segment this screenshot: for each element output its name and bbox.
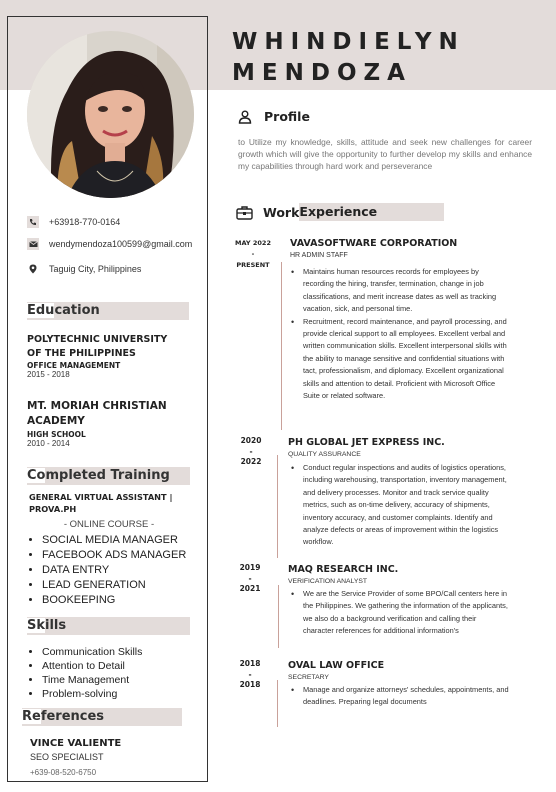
list-item: • Problem-solving: [42, 687, 142, 701]
job-company-3: MAQ RESEARCH INC.: [288, 564, 399, 575]
job-company-4: OVAL LAW OFFICE: [288, 660, 385, 671]
job-role-4: SECRETARY: [288, 674, 329, 681]
reference-phone: +639-08-520-6750: [30, 768, 97, 777]
user-icon: [238, 110, 252, 124]
references-heading: References: [22, 708, 182, 726]
phone-text: +63918-770-0164: [49, 217, 121, 227]
timeline-divider: [277, 455, 278, 558]
school-years: 2015 - 2018: [27, 370, 70, 379]
job-bullets-3: [289, 588, 509, 638]
school-years: 2010 - 2014: [27, 439, 70, 448]
training-heading: Completed Training: [27, 467, 190, 485]
first-name: WHINDIELYN: [232, 29, 465, 55]
job-role-1: HR ADMIN STAFF: [290, 252, 348, 259]
list-item: • Maintains human resources records for employees by recording the hiring, transfer, termination, change in job classifications, and merit increase dates as well as tracking vacation, sick, and personal time.: [289, 266, 509, 316]
education-item-1: [27, 333, 177, 379]
phone-icon: [27, 216, 39, 228]
contact-phone: [27, 216, 120, 228]
education-heading: Education: [27, 302, 189, 320]
profile-heading-text: Profile: [264, 109, 310, 124]
job-bullets-2: [289, 462, 509, 549]
job-role-2: QUALITY ASSURANCE: [288, 451, 361, 458]
program-name: HIGH SCHOOL: [27, 430, 86, 439]
list-item: • BOOKEEPING: [42, 593, 186, 608]
training-list: [42, 533, 186, 608]
email-icon: [27, 238, 39, 250]
profile-heading: [238, 109, 310, 124]
location-pin-icon: [27, 263, 39, 275]
job-role-3: VERIFICATION ANALYST: [288, 578, 368, 585]
timeline-divider: [277, 680, 278, 727]
list-item: • Conduct regular inspections and audits of logistics operations, including warehousing, transportation, inventory management, and delivery processes. Monitor and track service quality metrics, such as on-time delivery, accuracy of shipments, inventory accuracy, and customer complaints. Identify and analyze defects or areas of improvement within the logistics workflow.: [289, 462, 509, 549]
reference-role: SEO SPECIALIST: [30, 752, 104, 762]
list-item: • FACEBOOK ADS MANAGER: [42, 548, 186, 563]
list-item: • Attention to Detail: [42, 659, 142, 673]
work-heading: Work Experience: [236, 203, 444, 221]
list-item: • SOCIAL MEDIA MANAGER: [42, 533, 186, 548]
skills-heading: Skills: [27, 617, 190, 635]
job-date-2: 2020 - 2022: [240, 436, 262, 466]
contact-email: [27, 238, 192, 250]
full-name: [232, 27, 465, 89]
list-item: • Recruitment, record maintenance, and payroll processing, and provide clerical support to all employees. Excellent verbal and written communication skills. Excellent interpersonal skills with the ability to manage sensitive and confidential situations with tact, professionalism, and diplomacy. Excellent organizational skills and attention to detail. Proficient with Microsoft Office Suite or related software.: [289, 316, 509, 403]
timeline-divider: [278, 585, 279, 648]
list-item: • LEAD GENERATION: [42, 578, 186, 593]
job-company-2: PH GLOBAL JET EXPRESS INC.: [288, 437, 445, 448]
profile-photo: [27, 31, 194, 198]
list-item: • Communication Skills: [42, 645, 142, 659]
list-item: • DATA ENTRY: [42, 563, 186, 578]
skills-list: [42, 645, 142, 701]
job-bullets-4: [289, 684, 509, 709]
reference-name: VINCE VALIENTE: [30, 738, 122, 749]
last-name: MENDOZA: [232, 60, 412, 86]
list-item: • Manage and organize attorneys' schedules, appointments, and deadlines. Preparing legal documents: [289, 684, 509, 709]
job-date-1: MAY 2022 - PRESENT: [235, 239, 271, 269]
contact-location: [27, 263, 141, 275]
list-item: • We are the Service Provider of some BPO/Call centers here in the Philippines. We gathering the information of the applicants, we also do a background verification and calling their character references for additional information's: [289, 588, 509, 638]
program-name: OFFICE MANAGEMENT: [27, 361, 121, 370]
job-bullets-1: [289, 266, 509, 402]
list-item: • Time Management: [42, 673, 142, 687]
timeline-divider: [281, 262, 282, 430]
profile-summary: to Utilize my knowledge, skills, attitude and seek new challenges for career growth which will give the opportunity to further develop my skills and enhance my capabilities through hard work and perseverance: [238, 137, 532, 172]
training-course: [29, 491, 189, 530]
training-title: GENERAL VIRTUAL ASSISTANT | PROVA.PH: [29, 492, 173, 514]
education-item-2: [27, 399, 177, 448]
school-name: MT. MORIAH CHRISTIAN ACADEMY: [27, 400, 167, 427]
reference-item: [30, 737, 190, 777]
school-name: POLYTECHNIC UNIVERSITY OF THE PHILIPPINES: [27, 334, 168, 359]
job-company-1: VAVASOFTWARE CORPORATION: [290, 238, 458, 249]
portrait-image: [27, 31, 194, 198]
briefcase-icon: [236, 205, 253, 220]
training-subtitle: - ONLINE COURSE -: [63, 519, 155, 530]
location-text: Taguig City, Philippines: [49, 264, 142, 274]
job-date-3: 2019 - 2021: [239, 563, 261, 593]
email-text[interactable]: wendymendoza100599@gmail.com: [49, 239, 193, 249]
job-date-4: 2018 - 2018: [239, 659, 261, 689]
